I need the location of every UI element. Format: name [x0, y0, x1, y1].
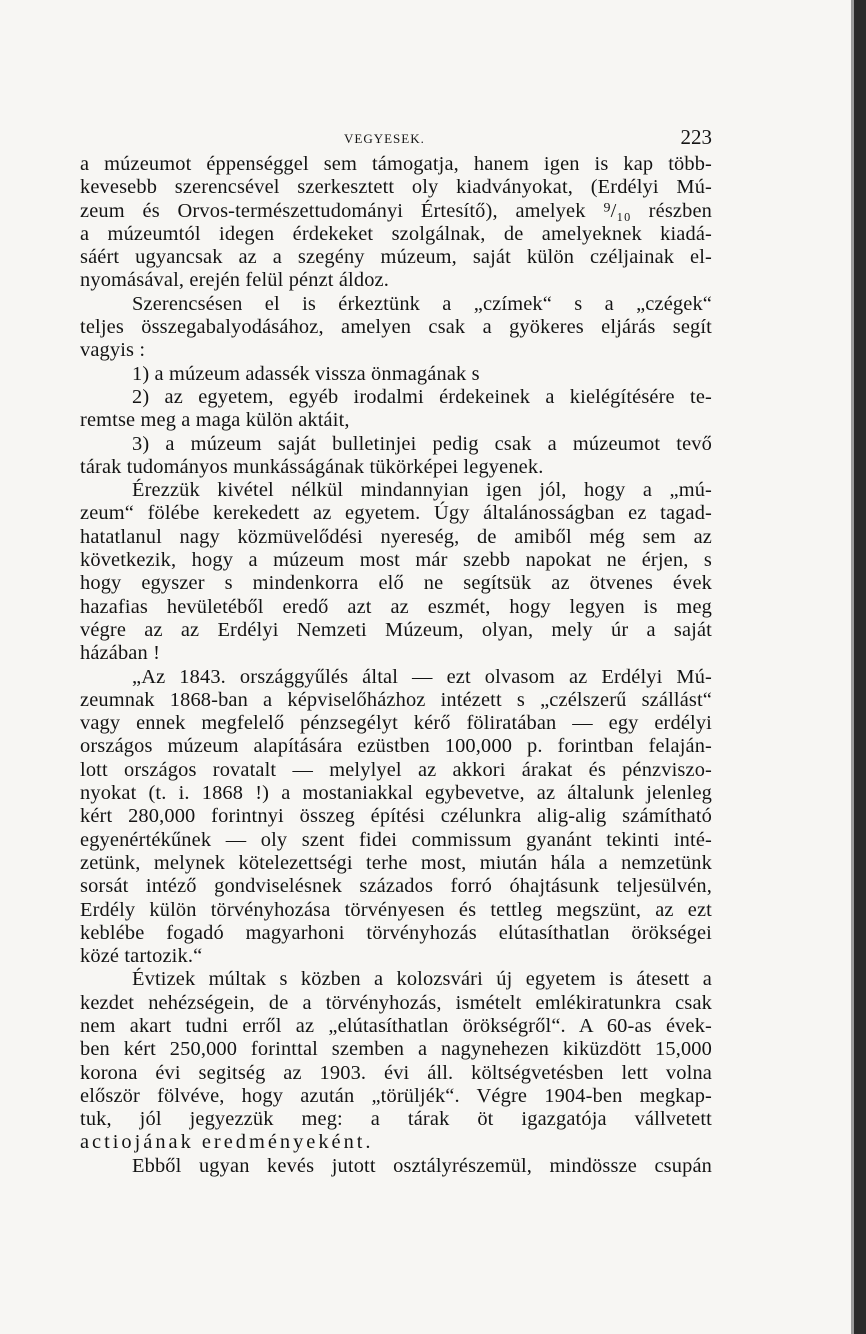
text-line: zetünk, melynek kötelezettségi terhe most, miután hála a nemzetünk	[80, 851, 712, 874]
text-line: kért 280,000 forintnyi összeg építési czélunkra alig-alig számítható	[80, 805, 712, 828]
text-line: végre az az Erdélyi Nemzeti Múzeum, olyan, mely úr a saját	[80, 618, 712, 641]
text-line: tárak tudományos munkásságának tükörképei legyenek.	[80, 455, 544, 478]
paragraph-start: Érezzük kivétel nélkül mindannyian igen jól, hogy a „mú-	[132, 479, 712, 502]
text-line: tuk, jól jegyezzük meg: a tárak öt igazgatója vállvetett	[80, 1108, 712, 1131]
text-line: sáért ugyancsak az a szegény múzeum, saját külön czéljainak el-	[80, 246, 712, 269]
paragraph-start: Évtizek múltak s közben a kolozsvári új egyetem is átesett a	[132, 968, 712, 991]
text-line: egyenértékűnek — oly szent fidei commissum gyanánt tekinti inté-	[80, 828, 712, 851]
page-number: 223	[680, 125, 712, 149]
text-line: kezdet nehézségein, de a törvényhozás, ismételt emlékiratunkra csak	[80, 991, 712, 1014]
text-line: nyokat (t. i. 1868 !) a mostaniakkal egybevetve, az általunk jelenleg	[80, 782, 712, 805]
list-item: 3) a múzeum saját bulletinjei pedig csak a múzeumot tevő	[132, 432, 712, 455]
text-line: lott országos rovatalt — melylyel az akkori árakat és pénzviszo-	[80, 758, 712, 781]
paragraph-start: Ebből ugyan kevés jutott osztályrészemül, mindössze csupán	[132, 1154, 712, 1177]
text-line: ben kért 250,000 forinttal szemben a nagynehezen kiküzdött 15,000	[80, 1038, 712, 1061]
list-item: 2) az egyetem, egyéb irodalmi érdekeinek a kielégítésére te-	[132, 385, 712, 408]
paragraph-start: „Az 1843. országgyűlés által — ezt olvasom az Erdélyi Mú-	[132, 665, 712, 688]
text-line: először fölvéve, hogy azután „törüljék“. Végre 1904-ben megkap-	[80, 1084, 712, 1107]
text-line: országos múzeum alapítására ezüstben 100,000 p. forintban felaján-	[80, 735, 712, 758]
paragraph-start: Szerencsésen el is érkeztünk a „czímek“ s a „czégek“	[132, 292, 712, 315]
page-edge	[854, 0, 866, 1334]
text-line: a múzeumtól idegen érdekeket szolgálnak, de amelyeknek kiadá-	[80, 222, 712, 245]
text-line: zeum“ fölébe kerekedett az egyetem. Úgy általánosságban ez tagad-	[80, 502, 712, 525]
text-line: keblébe fogadó magyarhoni törvényhozás elútasíthatlan örökségei	[80, 921, 712, 944]
body-text	[80, 153, 712, 1178]
text-line: hatatlanul nagy közmüvelődési nyereség, de amiből még sem az	[80, 525, 712, 548]
text-line: következik, hogy a múzeum most már szebb napokat ne érjen, s	[80, 549, 712, 572]
text-line: kevesebb szerencsével szerkesztett oly kiadványokat, (Erdélyi Mú-	[80, 176, 712, 199]
page-header	[80, 125, 712, 151]
text-line: Erdély külön törvényhozása törvényesen és tettleg megszünt, az ezt	[80, 898, 712, 921]
text-line: remtse meg a maga külön aktáit,	[80, 409, 350, 432]
text-line: közé tartozik.“	[80, 945, 203, 968]
text-line: zeum és Orvos-természettudományi Értesítő), amelyek ⁹/₁₀ részben	[80, 199, 712, 222]
list-item: 1) a múzeum adassék vissza önmagának s	[132, 362, 480, 385]
text-line: a múzeumot éppenséggel sem támogatja, hanem igen is kap több-	[80, 153, 712, 175]
text-line: házában !	[80, 642, 161, 665]
text-line: korona évi segitség az 1903. évi áll. költségvetésben lett volna	[80, 1061, 712, 1084]
text-line: zeumnak 1868-ban a képviselőházhoz intézett s „czélszerű szállást“	[80, 688, 712, 711]
text-line: vagyis :	[80, 339, 146, 362]
running-head: VEGYESEK.	[344, 131, 425, 146]
text-line: hogy egyszer s mindenkorra elő ne segítsük az ötvenes évek	[80, 572, 712, 595]
text-line: nem akart tudni erről az „elútasíthatlan örökségről“. A 60-as évek-	[80, 1014, 712, 1037]
text-line: sorsát intéző gondviselésnek százados forró óhajtásunk teljesülvén,	[80, 875, 712, 898]
text-line: actiojának eredményeként.	[80, 1131, 374, 1154]
text-line: nyomásával, erején felül pénzt áldoz.	[80, 269, 390, 292]
text-line: hazafias hevületéből eredő azt az eszmét, hogy legyen is meg	[80, 595, 712, 618]
text-line: vagy ennek megfelelő pénzsegélyt kérő föliratában — egy erdélyi	[80, 712, 712, 735]
text-line: teljes összegabalyodásához, amelyen csak a gyökeres eljárás segít	[80, 316, 712, 339]
